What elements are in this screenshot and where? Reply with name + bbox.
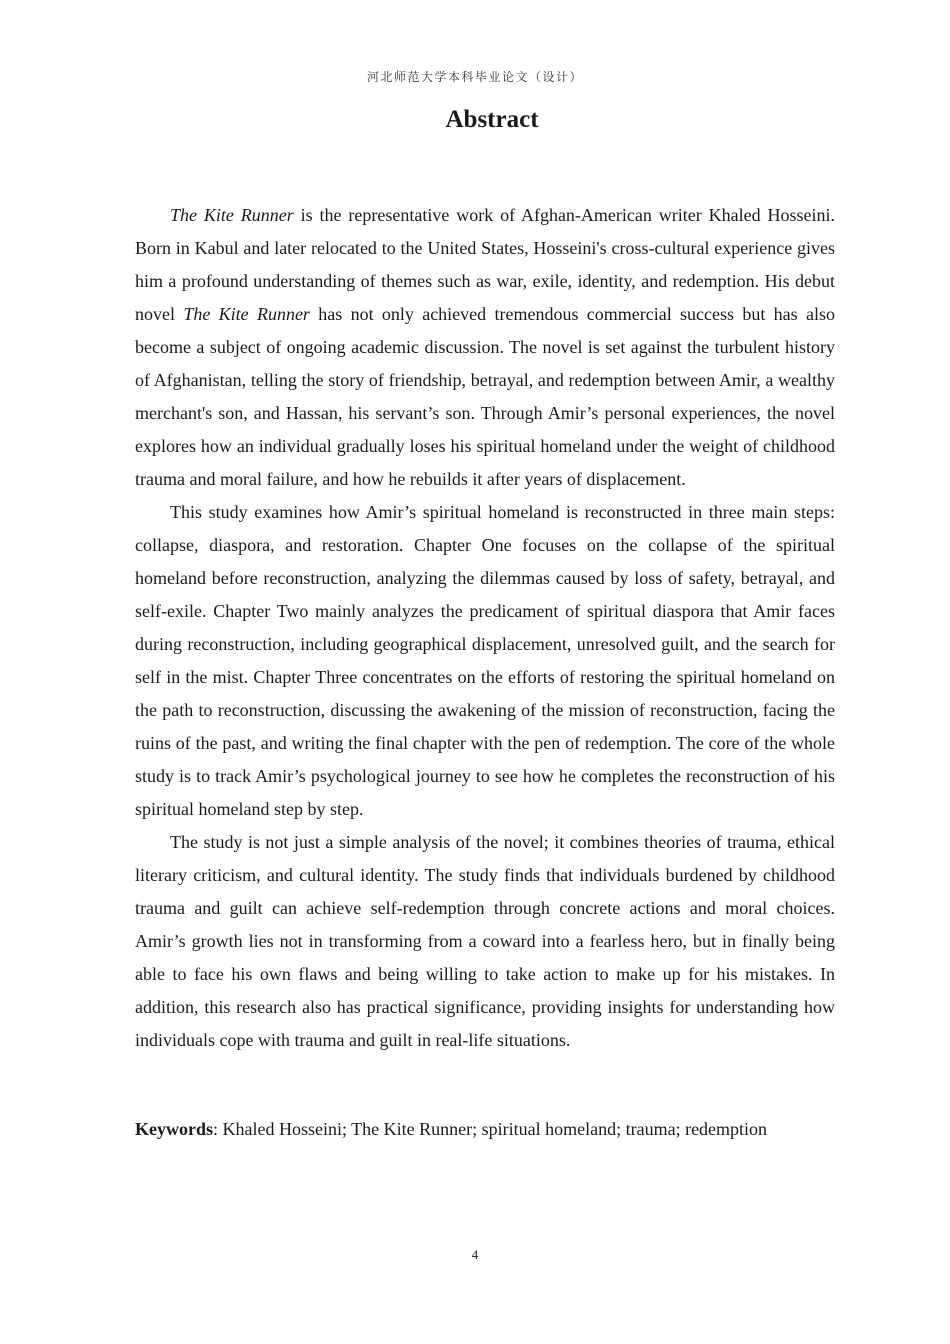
running-header: 河北师范大学本科毕业论文（设计） <box>366 70 583 84</box>
abstract-body <box>135 199 835 1057</box>
paragraph-text: has not only achieved tremendous commercial success but has also become a subject of ongoing academic discussion. The novel is set against the turbulent history of Afghanistan, telling the story of friendship, betrayal, and redemption between Amir, a wealthy merchant's son, and Hassan, his servant’s son. Through Amir’s personal experiences, the novel explores how an individual gradually loses his spiritual homeland under the weight of childhood trauma and moral failure, and how he rebuilds it after years of displacement. <box>135 304 835 489</box>
page-number: 4 <box>471 1247 479 1262</box>
book-title-italic: The Kite Runner <box>170 205 294 225</box>
keywords-line <box>135 1113 835 1146</box>
page-title: Abstract <box>445 106 539 133</box>
abstract-paragraph-3: The study is not just a simple analysis of the novel; it combines theories of trauma, ethical literary criticism, and cultural identity. The study finds that individuals burdened by childhood trauma and guilt can achieve self-redemption through concrete actions and moral choices. Amir’s growth lies not in transforming from a coward into a fearless hero, but in finally being able to face his own flaws and being willing to take action to make up for his mistakes. In addition, this research also has practical significance, providing insights for understanding how individuals cope with trauma and guilt in real-life situations. <box>135 832 835 1050</box>
keywords-label: Keywords <box>135 1119 213 1139</box>
abstract-paragraph-2: This study examines how Amir’s spiritual homeland is reconstructed in three main steps: collapse, diaspora, and restoration. Chapter One focuses on the collapse of the spiritual homeland before reconstruction, analyzing the dilemmas caused by loss of safety, betrayal, and self-exile. Chapter Two mainly analyzes the predicament of spiritual diaspora that Amir faces during reconstruction, including geographical displacement, unresolved guilt, and the search for self in the mist. Chapter Three concentrates on the efforts of restoring the spiritual homeland on the path to reconstruction, discussing the awakening of the mission of reconstruction, facing the ruins of the past, and writing the final chapter with the pen of redemption. The core of the whole study is to track Amir’s psychological journey to see how he completes the reconstruction of his spiritual homeland step by step. <box>135 502 835 819</box>
book-title-italic: The Kite Runner <box>183 304 310 324</box>
paragraph-text: is the representative work of Afghan-American writer Khaled Hosseini. Born in Kabul and later relocated to the United States, Hosseini's cross-cultural experience gives him a profound understanding of themes such as war, exile, identity, and redemption. His debut novel <box>135 205 835 324</box>
abstract-paragraph-1 <box>135 199 835 496</box>
keywords-list: : Khaled Hosseini; The Kite Runner; spiritual homeland; trauma; redemption <box>213 1119 768 1139</box>
